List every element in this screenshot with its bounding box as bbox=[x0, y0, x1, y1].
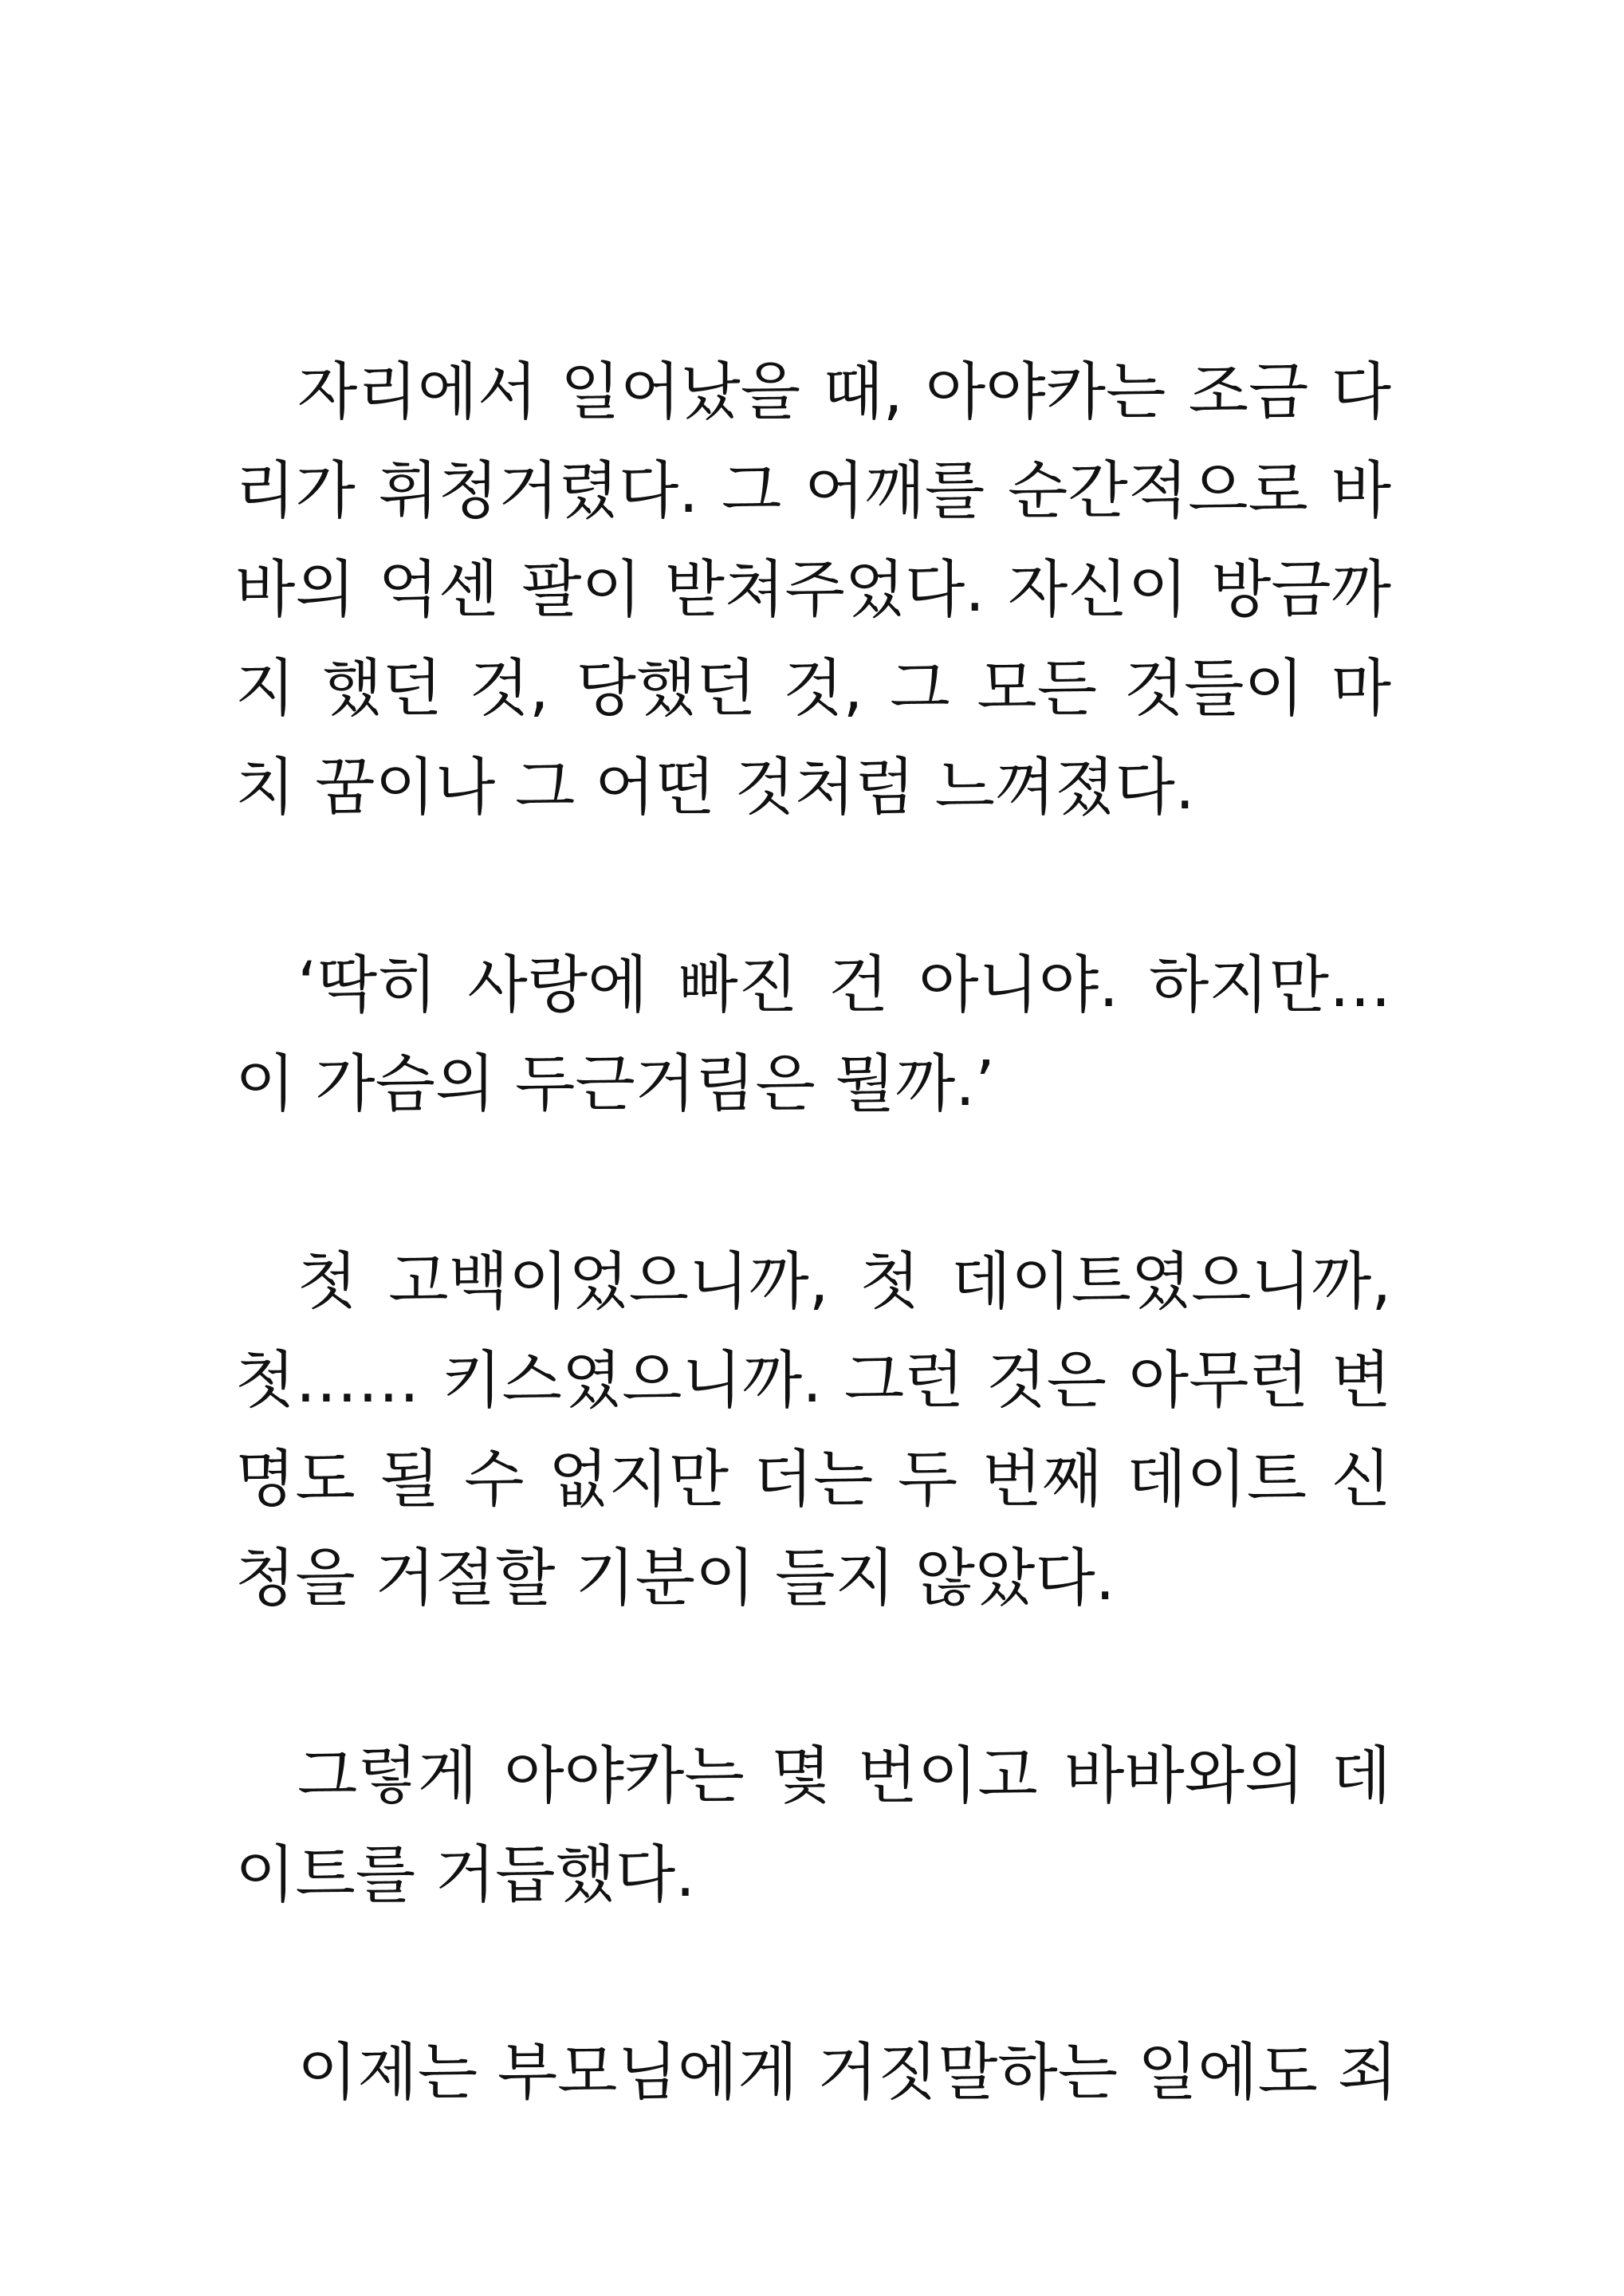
text-line: 첫…… 키스였으니까. 그런 것은 아무런 변 bbox=[235, 1345, 1391, 1417]
paragraph-2 bbox=[235, 936, 1391, 1134]
body-text bbox=[235, 343, 1398, 2221]
text-line: 첫 고백이었으니까, 첫 데이트였으니까, bbox=[297, 1246, 1391, 1318]
paragraph-5 bbox=[235, 2023, 1398, 2122]
text-line: 리가 휘청거렸다. 그 어깨를 순간적으로 바 bbox=[235, 455, 1391, 527]
text-line: 그렇게 아야카는 몇 번이고 바바와의 데 bbox=[297, 1740, 1391, 1812]
text-line: 이 가슴의 두근거림은 뭘까.’ bbox=[235, 1048, 995, 1120]
text-line: 명도 될 수 없지만 더는 두 번째 데이트 신 bbox=[235, 1444, 1391, 1516]
text-line: 지 했던 것, 당했던 것, 그 모든 것들이 마 bbox=[235, 653, 1391, 725]
text-line: 청을 거절할 기분이 들지 않았다. bbox=[235, 1543, 1115, 1614]
text-line: 자리에서 일어났을 때, 아야카는 조금 다 bbox=[297, 356, 1391, 428]
text-line: 바의 억센 팔이 받쳐주었다. 자신이 방금까 bbox=[235, 554, 1391, 626]
text-line: 치 꿈이나 그 어떤 것처럼 느껴졌다. bbox=[235, 752, 1195, 824]
paragraph-1 bbox=[235, 343, 1391, 837]
paragraph-4 bbox=[235, 1727, 1391, 1924]
text-line: 이제는 부모님에게 거짓말하는 일에도 죄 bbox=[297, 2037, 1398, 2109]
paragraph-3 bbox=[235, 1233, 1391, 1628]
text-line: 이트를 거듭했다. bbox=[235, 1839, 696, 1911]
text-line: ‘딱히 사랑에 빠진 건 아니야. 하지만… bbox=[297, 949, 1391, 1021]
